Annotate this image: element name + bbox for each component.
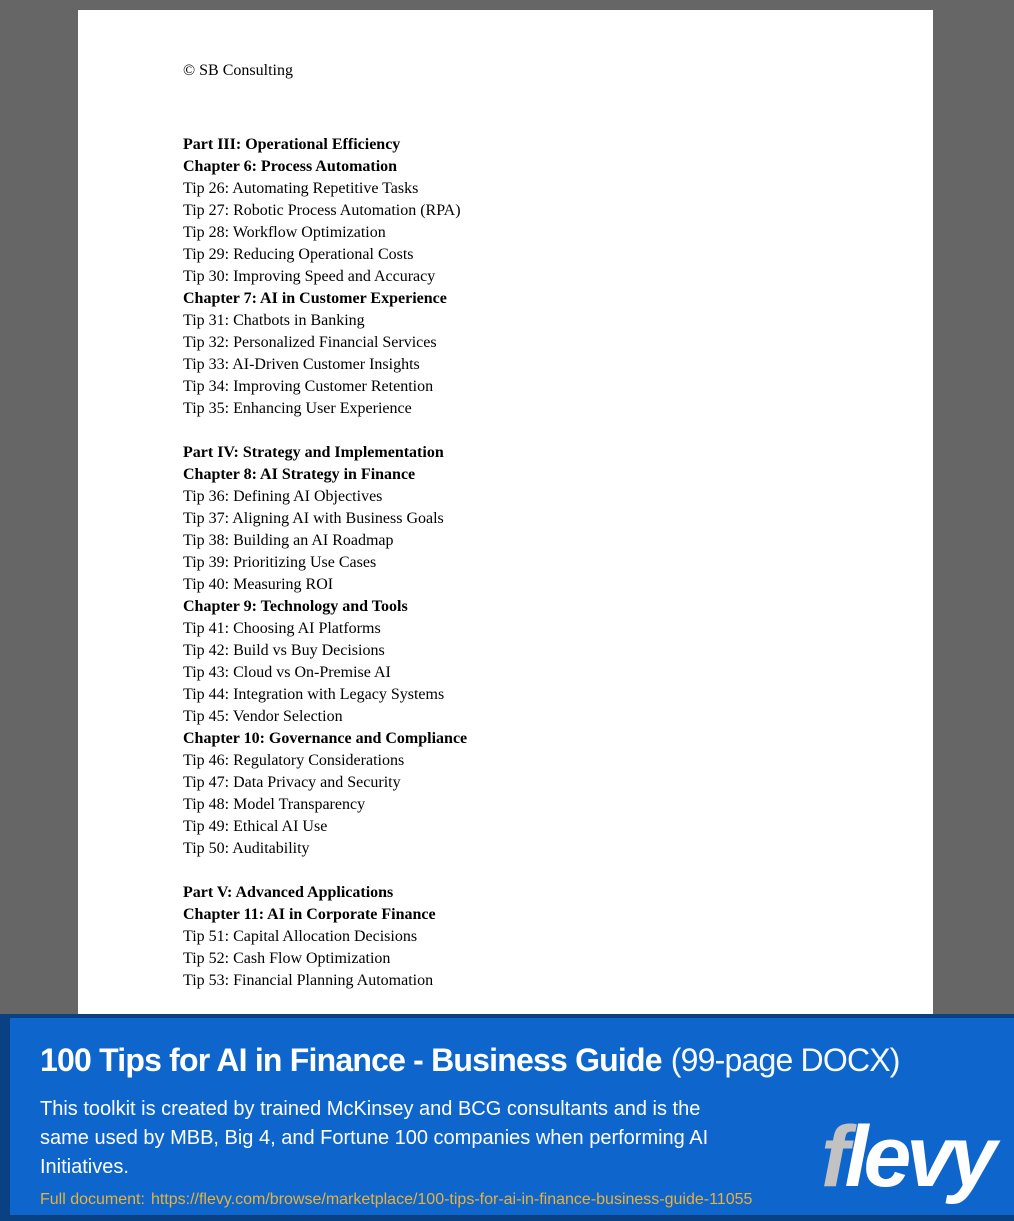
toc-line: Tip 51: Capital Allocation Decisions xyxy=(183,928,418,945)
toc-line: Tip 38: Building an AI Roadmap xyxy=(183,532,394,549)
toc-line: Chapter 7: AI in Customer Experience xyxy=(183,290,447,307)
toc-line: Tip 34: Improving Customer Retention xyxy=(183,378,434,395)
toc-line: Tip 46: Regulatory Considerations xyxy=(183,752,405,769)
toc-line: Chapter 6: Process Automation xyxy=(183,158,398,175)
toc-line: Tip 45: Vendor Selection xyxy=(183,708,343,725)
toc-blank-line xyxy=(183,420,933,442)
toc-line: Tip 40: Measuring ROI xyxy=(183,576,334,593)
banner-title-main: 100 Tips for AI in Finance - Business Guide xyxy=(40,1042,662,1078)
toc-line: Chapter 11: AI in Corporate Finance xyxy=(183,906,436,923)
flevy-logo xyxy=(820,1109,992,1206)
toc-line: Tip 35: Enhancing User Experience xyxy=(183,400,412,417)
toc-line: Tip 49: Ethical AI Use xyxy=(183,818,328,835)
banner-title-suffix: (99-page DOCX) xyxy=(670,1042,900,1078)
toc-line: Part V: Advanced Applications xyxy=(183,884,394,901)
toc-line: Tip 26: Automating Repetitive Tasks xyxy=(183,180,419,197)
toc-line: Tip 44: Integration with Legacy Systems xyxy=(183,686,445,703)
toc-line: Tip 30: Improving Speed and Accuracy xyxy=(183,268,436,285)
banner-title xyxy=(40,1040,1014,1080)
toc-line: Tip 50: Auditability xyxy=(183,840,310,857)
toc-line: Tip 52: Cash Flow Optimization xyxy=(183,950,391,967)
toc-line: Tip 39: Prioritizing Use Cases xyxy=(183,554,377,571)
table-of-contents xyxy=(183,134,933,992)
banner-description-line: same used by MBB, Big 4, and Fortune 100 companies when performing AI xyxy=(40,1127,709,1149)
banner-description xyxy=(40,1095,780,1182)
toc-line: Part IV: Strategy and Implementation xyxy=(183,444,444,461)
toc-line: Tip 28: Workflow Optimization xyxy=(183,224,386,241)
flevy-logo-f: f xyxy=(820,1109,845,1206)
document-page xyxy=(78,10,933,1014)
toc-line: Tip 42: Build vs Buy Decisions xyxy=(183,642,385,659)
full-document-url[interactable]: https://flevy.com/browse/marketplace/100-tips-for-ai-in-finance-business-guide-11055 xyxy=(150,1191,753,1208)
banner-description-line: This toolkit is created by trained McKinsey and BCG consultants and is the xyxy=(40,1098,701,1120)
toc-line: Tip 48: Model Transparency xyxy=(183,796,366,813)
toc-line: Tip 31: Chatbots in Banking xyxy=(183,312,365,329)
toc-line: Tip 32: Personalized Financial Services xyxy=(183,334,437,351)
toc-line: Tip 41: Choosing AI Platforms xyxy=(183,620,381,637)
copyright-text: © SB Consulting xyxy=(183,62,293,79)
flevy-banner xyxy=(0,1014,1014,1221)
toc-line: Tip 29: Reducing Operational Costs xyxy=(183,246,414,263)
toc-line: Tip 27: Robotic Process Automation (RPA) xyxy=(183,202,461,219)
toc-blank-line xyxy=(183,860,933,882)
flevy-logo-levy: levy xyxy=(844,1109,992,1206)
banner-description-line: Initiatives. xyxy=(40,1156,129,1178)
toc-line: Chapter 10: Governance and Compliance xyxy=(183,730,468,747)
toc-line: Tip 33: AI-Driven Customer Insights xyxy=(183,356,420,373)
toc-line: Chapter 8: AI Strategy in Finance xyxy=(183,466,416,483)
toc-line: Part III: Operational Efficiency xyxy=(183,136,401,153)
toc-line: Chapter 9: Technology and Tools xyxy=(183,598,408,615)
toc-line: Tip 36: Defining AI Objectives xyxy=(183,488,383,505)
toc-line: Tip 53: Financial Planning Automation xyxy=(183,972,434,989)
toc-line: Tip 43: Cloud vs On-Premise AI xyxy=(183,664,391,681)
toc-line: Tip 37: Aligning AI with Business Goals xyxy=(183,510,444,527)
full-document-label: Full document: xyxy=(40,1191,145,1208)
toc-line: Tip 47: Data Privacy and Security xyxy=(183,774,401,791)
